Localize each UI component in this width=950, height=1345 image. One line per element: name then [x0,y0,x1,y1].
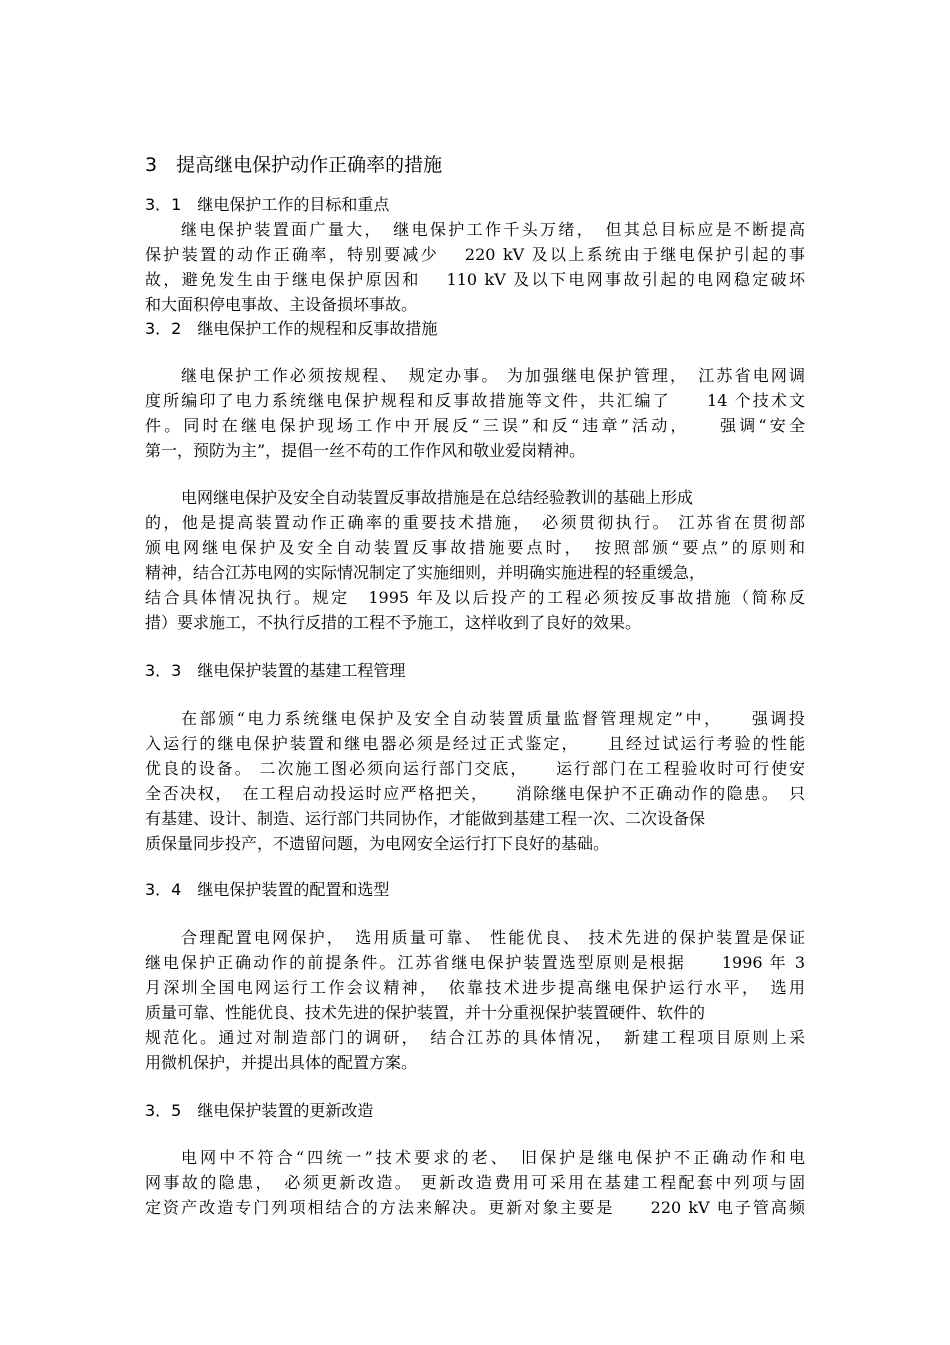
paragraph-line: 月深圳全国电网运行工作会议精神， 依靠技术进步提高继电保护运行水平， 选用 [145,978,805,997]
paragraph-line: 措）要求施工，不执行反措的工程不予施工，这样收到了良好的效果。 [145,613,642,632]
heading-3-5: 3．5 继电保护装置的更新改造 [145,1101,374,1120]
section-3-title: 3 提高继电保护动作正确率的措施 [145,154,443,176]
paragraph-line: 用微机保护，并提出具体的配置方案。 [145,1053,418,1072]
paragraph-line: 电网中不符合“四统一”技术要求的老、 旧保护是继电保护不正确动作和电 [181,1148,805,1167]
paragraph-line: 合理配置电网保护， 选用质量可靠、 性能优良、 技术先进的保护装置是保证 [181,928,805,947]
paragraph-line: 的，他是提高装置动作正确率的重要技术措施， 必须贯彻执行。 江苏省在贯彻部 [145,513,805,532]
heading-3-3: 3．3 继电保护装置的基建工程管理 [145,661,406,680]
paragraph-line: 质保量同步投产，不遗留问题，为电网安全运行打下良好的基础。 [145,834,610,853]
paragraph-line: 和大面积停电事故、主设备损坏事故。 [145,295,418,314]
paragraph-line: 度所编印了电力系统继电保护规程和反事故措施等文件，共汇编了 14 个技术文 [145,391,805,410]
paragraph-line: 颁电网继电保护及安全自动装置反事故措施要点时， 按照部颁“要点”的原则和 [145,538,805,557]
paragraph-line: 第一，预防为主”，提倡一丝不苟的工作作风和敬业爱岗精神。 [145,441,586,460]
heading-3-2: 3．2 继电保护工作的规程和反事故措施 [145,319,438,338]
paragraph-line: 优良的设备。 二次施工图必须向运行部门交底， 运行部门在工程验收时可行使安 [145,759,805,778]
paragraph-line: 继电保护工作必须按规程、 规定办事。 为加强继电保护管理， 江苏省电网调 [181,366,805,385]
paragraph-line: 结合具体情况执行。规定 1995 年及以后投产的工程必须按反事故措施（简称反 [145,588,805,607]
paragraph-line: 规范化。通过对制造部门的调研， 结合江苏的具体情况， 新建工程项目原则上采 [145,1028,805,1047]
paragraph-line: 继电保护正确动作的前提条件。江苏省继电保护装置选型原则是根据 1996 年 3 [145,953,805,972]
paragraph-line: 精神，结合江苏电网的实际情况制定了实施细则，并明确实施进程的轻重缓急， [145,563,706,582]
paragraph-line: 故，避免发生由于继电保护原因和 110 kV 及以下电网事故引起的电网稳定破坏 [145,270,805,289]
paragraph-line: 保护装置的动作正确率，特别要减少 220 kV 及以上系统由于继电保护引起的事 [145,245,805,264]
paragraph-line: 电网继电保护及安全自动装置反事故措施是在总结经验教训的基础上形成 [181,488,694,507]
paragraph-line: 件。同时在继电保护现场工作中开展反“三误”和反“违章”活动， 强调“安全 [145,416,805,435]
paragraph-line: 定资产改造专门列项相结合的方法来解决。更新对象主要是 220 kV 电子管高频 [145,1198,805,1217]
paragraph-line: 网事故的隐患， 必须更新改造。 更新改造费用可采用在基建工程配套中列项与固 [145,1173,805,1192]
paragraph-line: 有基建、设计、制造、运行部门共同协作，才能做到基建工程一次、二次设备保 [145,809,706,828]
heading-3-1: 3．1 继电保护工作的目标和重点 [145,195,390,214]
paragraph-line: 继电保护装置面广量大， 继电保护工作千头万绪， 但其总目标应是不断提高 [181,220,805,239]
paragraph-line: 全否决权， 在工程启动投运时应严格把关， 消除继电保护不正确动作的隐患。 只 [145,784,805,803]
paragraph-line: 入运行的继电保护装置和继电器必须是经过正式鉴定， 且经过试运行考验的性能 [145,734,805,753]
paragraph-line: 在部颁“电力系统继电保护及安全自动装置质量监督管理规定”中， 强调投 [181,709,805,728]
heading-3-4: 3．4 继电保护装置的配置和选型 [145,880,390,899]
paragraph-line: 质量可靠、性能优良、技术先进的保护装置，并十分重视保护装置硬件、软件的 [145,1003,706,1022]
